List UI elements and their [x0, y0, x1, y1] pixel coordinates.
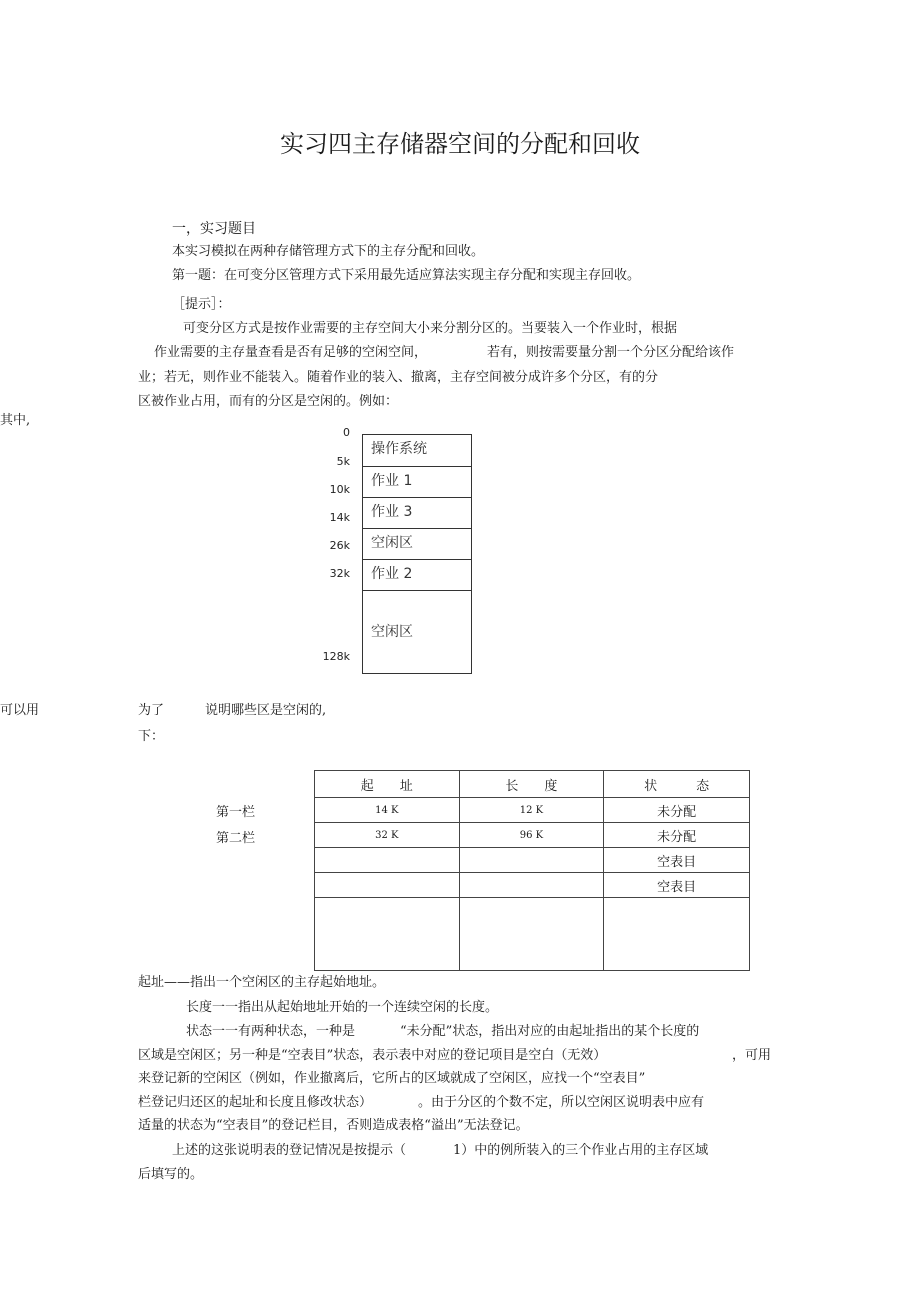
hint-label: ［提示］： [172, 297, 231, 312]
memory-segment-os: 操作系统 [363, 435, 471, 467]
column-header-start: 起 址 [315, 771, 460, 798]
table-cell [459, 898, 604, 971]
margin-text: 其中, [0, 413, 31, 428]
explain-line: 。由于分区的个数不定，所以空闲区说明表中应有 [418, 1095, 705, 1110]
body-text: 说明哪些区是空闲的, [205, 703, 327, 718]
hint-line: 区被作业占用，而有的分区是空闲的。例如： [138, 394, 399, 409]
body-text: 可以用 [0, 703, 40, 718]
explain-line: 后填写的。 [138, 1167, 204, 1182]
table-cell: 未分配 [604, 798, 750, 823]
explain-line: 起址——指出一个空闲区的主存起始地址。 [138, 975, 386, 990]
problem-1-text: 第一题：在可变分区管理方式下采用最先适应算法实现主存分配和实现主存回收。 [172, 268, 641, 283]
explain-line: 上述的这张说明表的登记情况是按提示（ [172, 1143, 407, 1158]
memory-tick: 10k [329, 483, 350, 496]
memory-tick: 0 [343, 426, 350, 439]
table-cell [315, 898, 460, 971]
table-row [315, 798, 750, 823]
column-header-length: 长 度 [459, 771, 604, 798]
explain-line: 适量的状态为“空表目”的登记栏目，否则造成表格“溢出”无法登记。 [138, 1118, 529, 1133]
explain-line: “未分配”状态，指出对应的由起址指出的某个长度的 [400, 1024, 700, 1039]
table-row [315, 898, 750, 971]
table-row [315, 873, 750, 898]
body-text: 为了 [138, 703, 165, 718]
table-row [315, 848, 750, 873]
explain-line: 区域是空闲区；另一种是“空表目”状态，表示表中对应的登记项目是空白（无效） [138, 1048, 607, 1063]
table-cell: 空表目 [604, 848, 750, 873]
hint-line: 业；若无，则作业不能装入。随着作业的装入、撤离，主存空间被分成许多个分区，有的分 [138, 370, 659, 385]
explain-line: 状态一一有两种状态，一种是 [186, 1024, 356, 1039]
table-cell: 14 K [315, 798, 460, 823]
memory-segment-job1: 作业 1 [363, 467, 471, 498]
intro-text: 本实习模拟在两种存储管理方式下的主存分配和回收。 [172, 244, 485, 259]
memory-tick: 32k [329, 567, 350, 580]
page-title: 实习四主存储器空间的分配和回收 [280, 130, 640, 158]
table-cell [459, 848, 604, 873]
table-cell: 96 K [459, 823, 604, 848]
memory-segment-job3: 作业 3 [363, 498, 471, 529]
table-cell [315, 848, 460, 873]
table-cell: 未分配 [604, 823, 750, 848]
table-header-row [315, 771, 750, 798]
memory-tick: 26k [329, 539, 350, 552]
table-row-label: 第一栏 [216, 805, 256, 820]
memory-segment-free: 空闲区 [371, 624, 413, 640]
table-cell [604, 898, 750, 971]
memory-segment-free: 空闲区 [363, 529, 471, 560]
explain-line: ，可用 [732, 1048, 772, 1063]
explain-line: 栏登记归还区的起址和长度且修改状态） [138, 1095, 373, 1110]
memory-diagram [362, 434, 472, 674]
memory-tick: 128k [322, 650, 350, 663]
explain-line: 长度一一指出从起始地址开始的一个连续空闲的长度。 [186, 1000, 499, 1015]
section-heading: 一，实习题目 [172, 221, 256, 237]
memory-segment-job2: 作业 2 [363, 560, 471, 591]
table-cell [315, 873, 460, 898]
hint-line: 若有，则按需要量分割一个分区分配给该作 [487, 345, 735, 360]
body-text: 下： [138, 729, 165, 744]
memory-tick: 14k [329, 511, 350, 524]
table-cell: 12 K [459, 798, 604, 823]
table-cell: 32 K [315, 823, 460, 848]
explain-line: 1）中的例所装入的三个作业占用的主存区域 [453, 1143, 709, 1158]
hint-line: 可变分区方式是按作业需要的主存空间大小来分割分区的。当要装入一个作业时，根据 [183, 321, 678, 336]
memory-tick: 5k [336, 455, 350, 468]
table-cell: 空表目 [604, 873, 750, 898]
hint-line: 作业需要的主存量查看是否有足够的空闲空间， [154, 345, 428, 360]
table-cell [459, 873, 604, 898]
explain-line: 来登记新的空闲区（例如，作业撤离后，它所占的区域就成了空闲区，应找一个“空表目” [138, 1071, 646, 1086]
free-area-table [314, 770, 750, 971]
table-row [315, 823, 750, 848]
column-header-status: 状 态 [604, 771, 750, 798]
table-row-label: 第二栏 [216, 831, 256, 846]
